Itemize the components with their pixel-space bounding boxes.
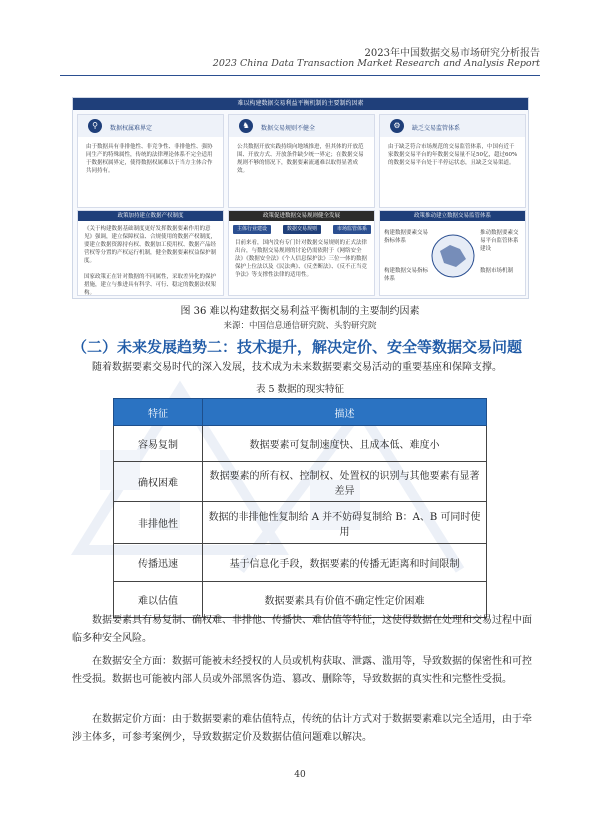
constraint-box-3	[379, 114, 526, 208]
table-header-row	[114, 399, 487, 426]
constraint-text: 公共数据开放实践持续向地域推进，但其体的开放范围、开放方式、开放条件缺少统一界定；在数据交易规则不够的情况下，数据要素流通难以取得显著成效。	[237, 144, 364, 174]
section-title: （二）未来发展趋势二：技术提升，解决定价、安全等数据交易问题	[72, 338, 523, 356]
constraint-text: 由于数据具有非排他性、非竞争性、非排他性、强协同生产的特殊属性，传统的法律理论体系不完全适用于数据权属界定，使得数据权属难以于当方主体合作共同持有。	[86, 144, 213, 174]
supervision-label: 构建数据要素交易指标体系	[384, 230, 429, 244]
supervision-label: 推动数据要素交易平台监管体系建设	[480, 230, 519, 252]
body-paragraph: 数据要素具有易复制、确权难、非排他、传播快、难估值等特征，这使得数据在处理和交易过程中面临多种安全风险。	[72, 615, 532, 644]
body-paragraph: 在数据安全方面：数据可能被未经授权的人员或机构获取、泄露、滥用等，导致数据的保密性和可控性受损。数据也可能被内部人员或外部黑客伪造、篡改、删除等，导致数据的真实性和完整性受损。	[72, 656, 532, 685]
features-table	[113, 398, 487, 618]
header-title-en: 2023 China Data Transaction Market Research and Analysis Report	[212, 58, 540, 69]
policy-box-rules	[228, 210, 375, 296]
policy-title: 政策促进数据交易规则健全发展	[229, 211, 374, 221]
policy-title: 政策推动建立数据交易监管体系	[380, 211, 525, 221]
policy-box-supervision	[379, 210, 526, 296]
figure-36	[72, 97, 529, 299]
table-cell-feature: 难以估值	[114, 582, 203, 618]
policy-box-property	[77, 210, 224, 296]
policy-tag: 主体行业建设	[233, 225, 271, 234]
policy-text: 目前来看，国内没有专门针对数据交易规则的正式法律出台，与数据交易规则的讨论仍需依附于《网络安全法》《数据安全法》《个人信息保护法》三位一体的数据保护上位法以及《民法典》、《反垄断法》、《反不正当竞争法》等支撑性法律的适用性。	[235, 240, 368, 278]
body-paragraph: 在数据定价方面：由于数据要素的难估值特点，传统的估计方式对于数据要素难以完全适用，由于牵涉主体多，可参考案例少，导致数据定价及数据估值问题难以解决。	[72, 714, 532, 743]
table-title: 表 5 数据的现实特征	[255, 384, 345, 395]
table-row	[114, 502, 487, 544]
table-cell-feature: 传播迅速	[114, 544, 203, 582]
gear-icon: ⚙	[390, 119, 404, 133]
figure-caption: 图 36 难以构建数据交易利益平衡机制的主要制约因素	[180, 306, 420, 317]
table-cell-description: 数据的非排他性复制给 A 并不妨碍复制给 B：A、B 可同时使用	[203, 502, 487, 544]
table-cell-feature: 非排他性	[114, 502, 203, 544]
table-header-cell: 特征	[114, 399, 203, 426]
table-header-cell: 描述	[203, 399, 487, 426]
page-number: 40	[294, 770, 306, 780]
constraint-title: 数据交易规则不健全	[261, 125, 316, 132]
policy-item: 国家政策正在针对数据的不同属性，采取差异化的保护措施，建立与推进具有科学、可行、稳定的数据法权架构。	[84, 274, 217, 296]
constraint-title: 缺乏交易监管体系	[412, 125, 461, 132]
supervision-label: 构建数据交易指标体系	[384, 268, 429, 282]
chess-icon: ♞	[239, 119, 253, 133]
policy-tag: 市场监管体系	[333, 225, 371, 234]
world-map-icon	[430, 233, 476, 279]
table-cell-description: 数据要素的所有权、控制权、处置权的识别与其他要素有显著差异	[203, 462, 487, 502]
magnifier-icon: ⚲	[88, 119, 102, 133]
table-row	[114, 544, 487, 582]
policy-tag: 数据交易规则	[283, 225, 321, 234]
table-cell-feature: 确权困难	[114, 462, 203, 502]
table-cell-description: 数据要素具有价值不确定性定价困难	[203, 582, 487, 618]
constraint-box-2	[228, 114, 375, 208]
table-row	[114, 426, 487, 462]
figure-top-title: 难以构建数据交易利益平衡机制的主要制约因素	[73, 98, 528, 110]
header-divider	[60, 75, 540, 76]
constraint-text: 由于缺乏符合市场规范的交易监管体系，中国有近千家数据交易平台的年数据交易量不足50亿，超过60%的数据交易平台处于半停运状态，且缺乏交易渠道。	[388, 144, 518, 166]
constraint-box-1	[77, 114, 224, 208]
constraint-title: 数据权属难界定	[110, 125, 153, 132]
table-cell-feature: 容易复制	[114, 426, 203, 462]
policy-item: 《关于构建数据基础制度更好发挥数据要素作用的意见》强调，建立保障权益、合规使用的数据产权制度，要建立数据资源持有权、数据加工使用权、数据产品经营权等分置的产权运行机制，健全数据要素权益保护制度。	[84, 226, 217, 264]
table-cell-description: 数据要素可复制速度快、且成本低、难度小	[203, 426, 487, 462]
supervision-label: 数据市场机制	[480, 268, 514, 274]
policy-title: 政策加持建立数据产权制度	[78, 211, 223, 221]
table-row	[114, 462, 487, 502]
figure-source: 来源：中国信息通信研究院、头豹研究院	[223, 321, 377, 331]
header-title-cn: 2023年中国数据交易市场研究分析报告	[364, 48, 540, 59]
table-cell-description: 基于信息化手段，数据要素的传播无距离和时间限制	[203, 544, 487, 582]
intro-paragraph: 随着数据要素交易时代的深入发展，技术成为未来数据要素交易活动的重要基座和保障支撑。	[92, 362, 502, 373]
